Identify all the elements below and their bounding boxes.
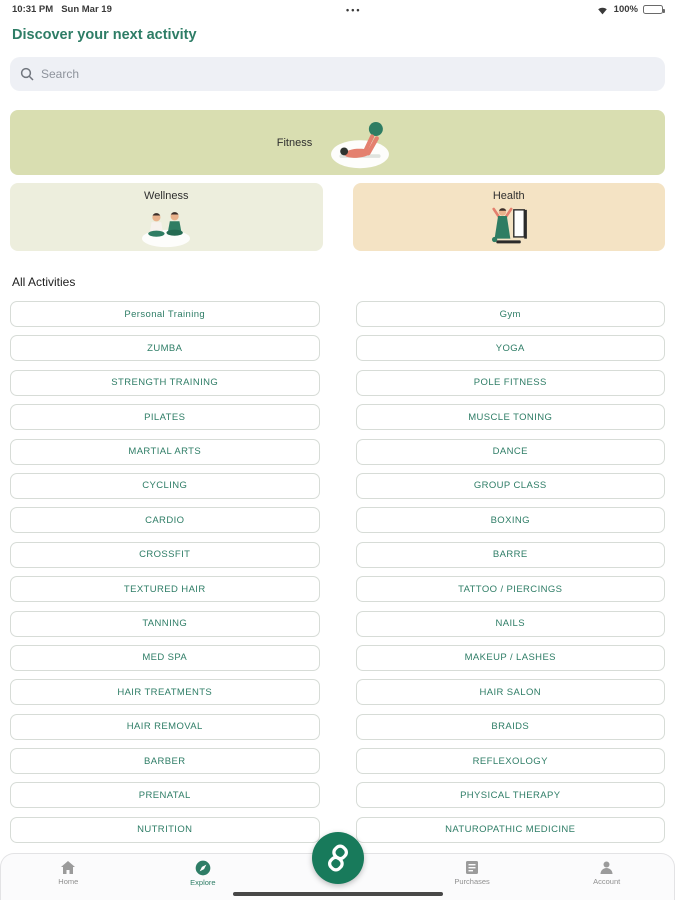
- multitasking-dots[interactable]: •••: [346, 4, 362, 15]
- activity-button[interactable]: TATTOO / PIERCINGS: [356, 576, 666, 602]
- activity-button[interactable]: MARTIAL ARTS: [10, 439, 320, 465]
- all-activities-heading: All Activities: [12, 275, 76, 289]
- activities-right-column: [356, 301, 666, 843]
- clock: 10:31 PM: [12, 4, 54, 15]
- wellness-label: Wellness: [144, 190, 189, 202]
- receipt-icon: [465, 860, 479, 875]
- fitness-illustration: [322, 115, 398, 171]
- activities-left-column: [10, 301, 320, 843]
- activity-button[interactable]: HAIR SALON: [356, 679, 666, 705]
- category-card-health[interactable]: [353, 183, 666, 251]
- category-card-fitness[interactable]: [10, 110, 665, 175]
- wifi-icon: [596, 5, 609, 15]
- activity-button[interactable]: NATUROPATHIC MEDICINE: [356, 817, 666, 843]
- activities-grid: [10, 301, 665, 843]
- battery-percentage: 100%: [613, 4, 638, 15]
- page-title: Discover your next activity: [12, 27, 197, 43]
- fitness-label: Fitness: [276, 136, 313, 149]
- activity-button[interactable]: PILATES: [10, 404, 320, 430]
- tab-account-label: Account: [593, 877, 621, 886]
- search-bar[interactable]: [10, 57, 665, 91]
- date: Sun Mar 19: [61, 4, 112, 15]
- activity-button[interactable]: ZUMBA: [10, 335, 320, 361]
- health-illustration: [483, 202, 535, 250]
- status-bar: [0, 0, 675, 16]
- home-indicator[interactable]: [233, 892, 443, 897]
- logo-fab-button[interactable]: [312, 832, 364, 884]
- tab-account[interactable]: [539, 854, 674, 900]
- activity-button[interactable]: NUTRITION: [10, 817, 320, 843]
- interlocked-loops-logo-icon: [323, 843, 353, 873]
- activity-button[interactable]: CYCLING: [10, 473, 320, 499]
- activity-button[interactable]: MUSCLE TONING: [356, 404, 666, 430]
- activity-button[interactable]: DANCE: [356, 439, 666, 465]
- activity-button[interactable]: HAIR TREATMENTS: [10, 679, 320, 705]
- activity-button[interactable]: BRAIDS: [356, 714, 666, 740]
- wellness-illustration: [131, 202, 201, 250]
- person-icon: [599, 860, 614, 875]
- activity-button[interactable]: GROUP CLASS: [356, 473, 666, 499]
- activity-button[interactable]: HAIR REMOVAL: [10, 714, 320, 740]
- activity-button[interactable]: YOGA: [356, 335, 666, 361]
- tab-home-label: Home: [58, 877, 79, 886]
- activity-button[interactable]: CARDIO: [10, 507, 320, 533]
- activity-button[interactable]: TANNING: [10, 611, 320, 637]
- activity-button[interactable]: PHYSICAL THERAPY: [356, 782, 666, 808]
- activity-button[interactable]: MED SPA: [10, 645, 320, 671]
- activity-button[interactable]: BARBER: [10, 748, 320, 774]
- activity-button[interactable]: Gym: [356, 301, 666, 327]
- activity-button[interactable]: NAILS: [356, 611, 666, 637]
- tab-home[interactable]: [1, 854, 136, 900]
- tab-explore-label: Explore: [190, 878, 216, 887]
- home-icon: [60, 860, 76, 875]
- activity-button[interactable]: PRENATAL: [10, 782, 320, 808]
- activity-button[interactable]: TEXTURED HAIR: [10, 576, 320, 602]
- activity-button[interactable]: STRENGTH TRAINING: [10, 370, 320, 396]
- activity-button[interactable]: CROSSFIT: [10, 542, 320, 568]
- activity-button[interactable]: MAKEUP / LASHES: [356, 645, 666, 671]
- activity-button[interactable]: REFLEXOLOGY: [356, 748, 666, 774]
- tab-purchases-label: Purchases: [454, 877, 490, 886]
- search-icon: [20, 67, 34, 81]
- health-label: Health: [492, 190, 525, 202]
- compass-icon: [195, 860, 211, 876]
- category-card-wellness[interactable]: [10, 183, 323, 251]
- battery-icon: [643, 5, 663, 14]
- activity-button[interactable]: BARRE: [356, 542, 666, 568]
- search-input[interactable]: [41, 67, 655, 81]
- activity-button[interactable]: BOXING: [356, 507, 666, 533]
- activity-button[interactable]: POLE FITNESS: [356, 370, 666, 396]
- activity-button[interactable]: Personal Training: [10, 301, 320, 327]
